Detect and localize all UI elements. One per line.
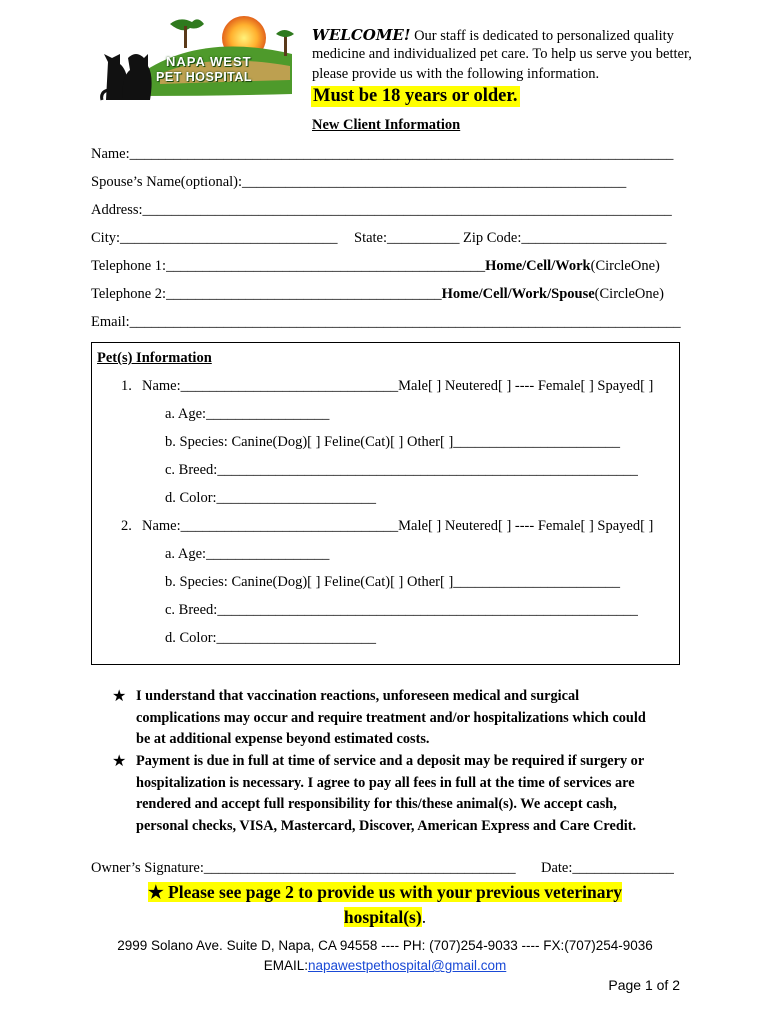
pet-2-species-field[interactable]: b. Species: Canine(Dog)[ ] Feline(Cat)[ ] Other[ ]_______________________ xyxy=(165,574,621,590)
star-icon: ★ xyxy=(112,688,127,705)
name-field[interactable]: Name:___________________________________________________________________________ xyxy=(91,146,674,162)
pet-1-name-sex-field[interactable]: Name:______________________________Male[ ] Neutered[ ] ---- Female[ ] Spayed[ ] xyxy=(142,378,654,394)
page-2-notice-line-2 xyxy=(0,905,770,930)
star-icon: ★ xyxy=(147,882,164,902)
footer-email-row xyxy=(0,958,770,973)
spouse-name-field[interactable]: Spouse’s Name(optional):_____________________________________________________ xyxy=(91,174,627,190)
telephone-2-field[interactable]: Telephone 2:______________________________________ xyxy=(91,286,442,302)
page-2-notice-text: Please see page 2 to provide us with your previous veterinary xyxy=(168,882,623,902)
email-field[interactable]: Email:____________________________________________________________________________ xyxy=(91,314,681,330)
city-field[interactable]: City:______________________________ xyxy=(91,230,338,246)
telephone-1-type-options[interactable]: Home/Cell/Work xyxy=(485,258,591,274)
telephone-1-field[interactable]: Telephone 1:____________________________________________ xyxy=(91,258,486,274)
footer-email-link[interactable]: napawestpethospital@gmail.com xyxy=(307,958,507,973)
pet-2-breed-field[interactable]: c. Breed:__________________________________________________________ xyxy=(165,602,638,618)
acknowledgement-payment-line: personal checks, VISA, Mastercard, Discover, American Express and Care Credit. xyxy=(136,817,637,834)
page-2-notice-period: . xyxy=(421,907,427,927)
page-2-notice xyxy=(0,880,770,930)
telephone-2-circle-note: (CircleOne) xyxy=(594,286,664,302)
pet-1-age-field[interactable]: a. Age:_________________ xyxy=(165,406,330,422)
logo-text-line2: PET HOSPITAL xyxy=(156,70,253,84)
pet-1-color-field[interactable]: d. Color:______________________ xyxy=(165,490,377,506)
pet-1-number: 1. xyxy=(121,378,132,394)
intro-line-2: medicine and individualized pet care. To help us serve you better, xyxy=(312,46,692,62)
age-requirement-notice: Must be 18 years or older. xyxy=(313,86,518,106)
signature-date-field[interactable]: Date:______________ xyxy=(541,860,674,876)
telephone-2-row xyxy=(91,286,664,303)
intro-text-1: Our staff is dedicated to personalized quality xyxy=(410,28,674,44)
telephone-2-type-options[interactable]: Home/Cell/Work/Spouse xyxy=(441,286,595,302)
state-field[interactable]: State:__________ xyxy=(354,230,460,246)
acknowledgement-payment-line: Payment is due in full at time of service and a deposit may be required if surgery or xyxy=(136,753,645,769)
page-number: Page 1 of 2 xyxy=(608,977,680,993)
footer-address: 2999 Solano Ave. Suite D, Napa, CA 94558 ---- PH: (707)254-9033 ---- FX:(707)254-9036 xyxy=(117,938,653,953)
pet-2-name-sex-field[interactable]: Name:______________________________Male[ ] Neutered[ ] ---- Female[ ] Spayed[ ] xyxy=(142,518,654,534)
pet-1-species-field[interactable]: b. Species: Canine(Dog)[ ] Feline(Cat)[ ] Other[ ]_______________________ xyxy=(165,434,621,450)
owner-signature-field[interactable]: Owner’s Signature:___________________________________________ xyxy=(91,860,516,876)
acknowledgement-risk xyxy=(136,686,696,751)
acknowledgement-payment xyxy=(136,751,696,837)
intro-line-3: please provide us with the following information. xyxy=(312,66,600,82)
pet-2-color-field[interactable]: d. Color:______________________ xyxy=(165,630,377,646)
welcome-text: WELCOME! xyxy=(312,26,411,44)
page-2-notice-hospitals: hospital(s) xyxy=(343,907,422,927)
footer-email-label: EMAIL: xyxy=(263,958,308,973)
page-2-notice-line-1 xyxy=(0,880,770,905)
pet-1-breed-field[interactable]: c. Breed:__________________________________________________________ xyxy=(165,462,638,478)
acknowledgement-risk-line: I understand that vaccination reactions, unforeseen medical and surgical xyxy=(136,688,580,704)
new-client-heading: New Client Information xyxy=(312,117,461,133)
intro-line-1 xyxy=(312,26,674,45)
logo-text-line1: NAPA WEST xyxy=(166,54,252,69)
acknowledgement-payment-line: hospitalization is necessary. I agree to pay all fees in full at the time of services are xyxy=(136,774,635,791)
address-field[interactable]: Address:_________________________________________________________________________ xyxy=(91,202,672,218)
acknowledgement-risk-line: be at additional expense beyond estimated costs. xyxy=(136,731,430,747)
pets-heading: Pet(s) Information xyxy=(97,350,212,366)
page-2-notice-highlight xyxy=(148,882,622,902)
pet-2-number: 2. xyxy=(121,518,132,534)
pet-2-age-field[interactable]: a. Age:_________________ xyxy=(165,546,330,562)
star-icon: ★ xyxy=(112,753,127,770)
hospital-logo xyxy=(100,14,300,106)
telephone-1-circle-note: (CircleOne) xyxy=(590,258,660,274)
zip-code-field[interactable]: Zip Code:____________________ xyxy=(463,230,667,246)
telephone-1-row xyxy=(91,258,660,275)
acknowledgement-risk-line: complications may occur and require treatment and/or hospitalizations which could xyxy=(136,709,646,726)
acknowledgement-payment-line: rendered and accept full responsibility for this/these animal(s). We accept cash, xyxy=(136,796,617,812)
